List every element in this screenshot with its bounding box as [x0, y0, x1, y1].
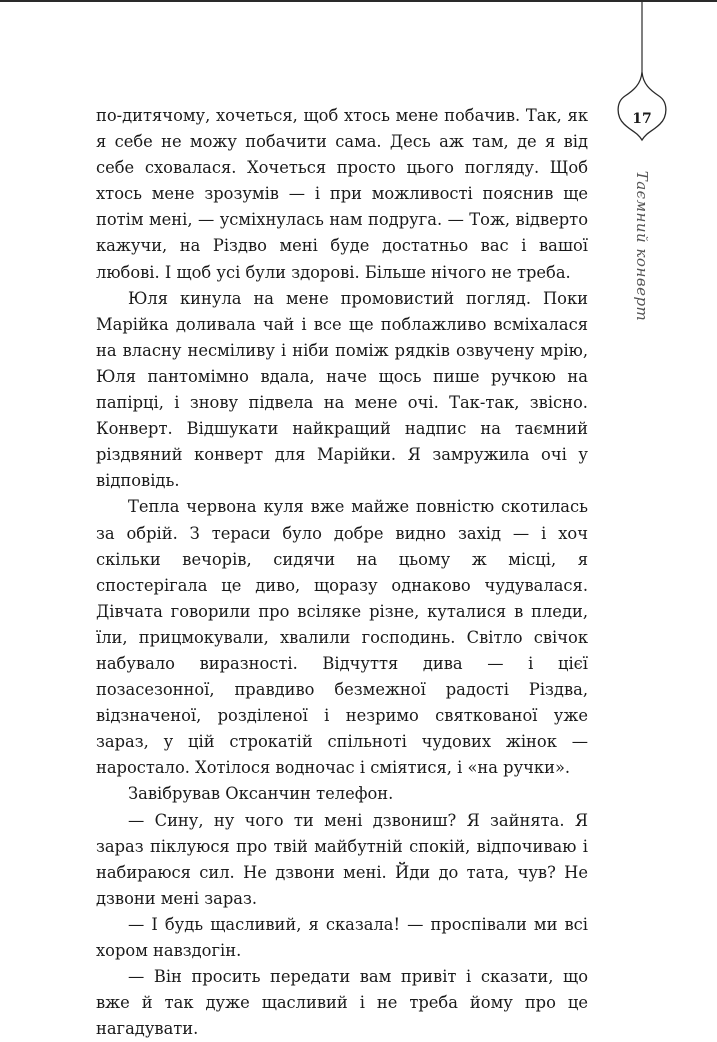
paragraph: — Сину, ну чого ти мені дзвониш? Я зайнята. Я зараз піклуюся про твій майбутній спокій, відпочиваю і набираюся сил. Не дзвони мені. Йди до тата, чув? Не дзвони мені зараз.: [96, 810, 588, 908]
paragraph: Тепла червона куля вже майже повністю скотилась за обрій. З тераси було добре видно захід — і хоч скільки вечорів, сидячи на цьому ж місці, я спостерігала це диво, щоразу однаково чудувалася. Дівчата говорили про всіляке різне, куталися в пледи, їли, прицмокували, хвалили господинь. Світло свічок набувало виразності. Відчуття дива — і цієї позасезонної, правдиво безмежної радості Різдва, відзначеної, розділеної і незримо святкованої уже зараз, у цій строкатій спільноті чудових жінок — наростало. Хотілося водночас і сміятися, і «на ручки».: [96, 497, 588, 778]
paragraph: — Він просить передати вам привіт і сказати, що вже й так дуже щасливий і не треба йому про це нагадувати.: [96, 967, 588, 1039]
paragraph: по-дитячому, хочеться, щоб хтось мене побачив. Так, як я себе не можу побачити сама. Десь аж там, де я від себе сховалася. Хочеться просто цього погляду. Щоб хтось мене зрозумів — і при можливості пояснив ще потім мені, — усміхнулась нам подруга. — Тож, відверто кажучи, на Різдво мені буде достатньо вас і вашої любові. І щоб усі були здорові. Більше нічого не треба.: [96, 106, 588, 282]
paragraph: Завібрував Оксанчин телефон.: [128, 784, 394, 804]
page-number: 17: [632, 111, 652, 127]
top-rule: [0, 0, 717, 2]
body-text: [96, 103, 588, 1042]
paragraph: — І будь щасливий, я сказала! — проспівали ми всі хором навздогін.: [96, 914, 588, 960]
running-title: Таємний конверт: [633, 170, 651, 322]
paragraph: Юля кинула на мене промовистий погляд. Поки Марійка доливала чай і все ще поблажливо всміхалася на власну несміливу і ніби поміж рядків озвучену мрію, Юля пантомімно вдала, наче щось пише ручкою на папірці, і знову підвела на мене очі. Так-так, звісно. Конверт. Відшукати найкращий надпис на таємний різдвяний конверт для Марійки. Я замружила очі у відповідь.: [96, 288, 588, 491]
